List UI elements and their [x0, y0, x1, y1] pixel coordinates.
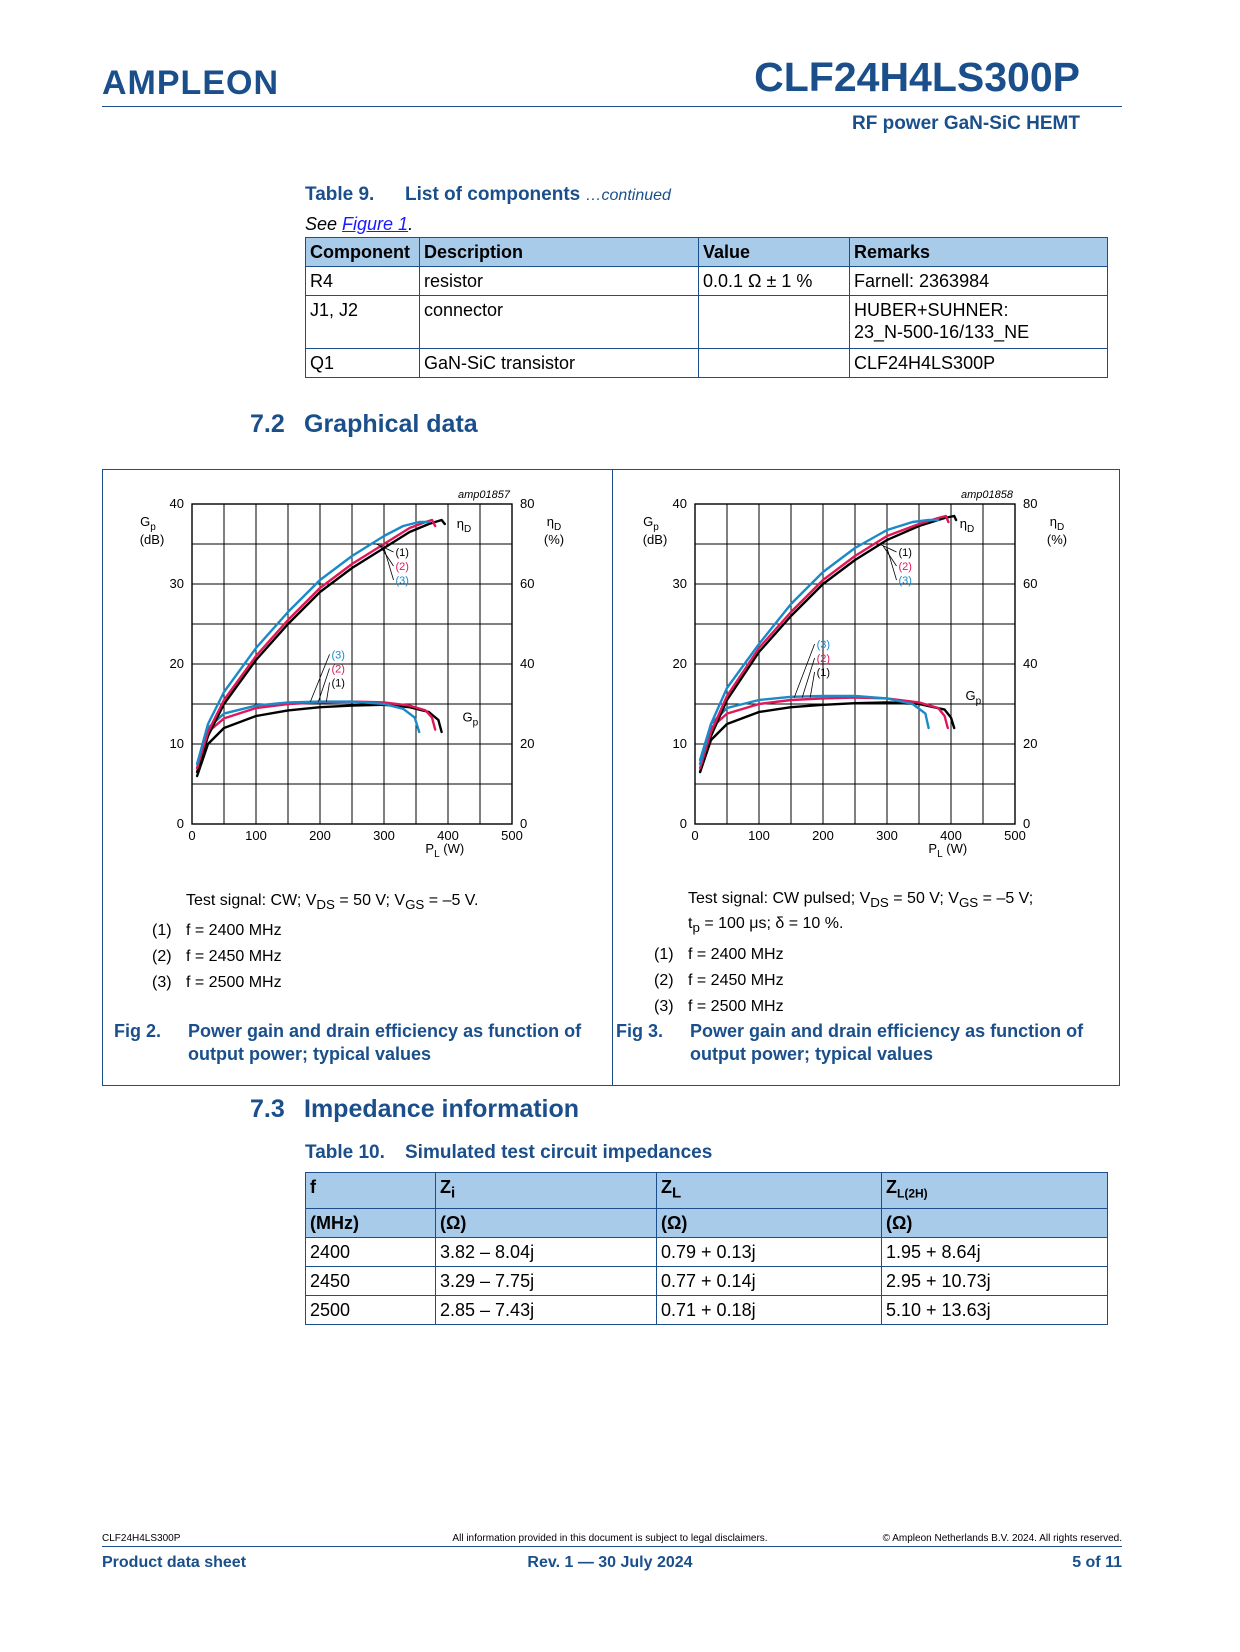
figure-3-caption — [616, 1020, 1106, 1070]
unit-header: (Ω) — [657, 1208, 882, 1237]
table-cell: 3.29 – 7.75j — [436, 1266, 657, 1295]
x-tick-label: 100 — [748, 828, 770, 843]
table-cell: connector — [420, 296, 699, 349]
table-cell: 2.95 + 10.73j — [882, 1266, 1108, 1295]
table-cell — [850, 296, 1108, 349]
table-row — [306, 296, 1108, 349]
curve-label: (2) — [898, 561, 912, 573]
y2-axis-unit: (%) — [1046, 532, 1068, 547]
section-title: Impedance information — [304, 1095, 580, 1123]
table10-caption — [305, 1142, 712, 1164]
table9-continued: …continued — [585, 187, 671, 204]
y2-tick-label: 60 — [520, 576, 535, 591]
figure-number: Fig 3. — [616, 1021, 664, 1041]
x-axis-title: $P_L$ (W) — [928, 841, 968, 860]
document-subtitle: RF power GaN-SiC HEMT — [851, 113, 1080, 134]
remarks-line: HUBER+SUHNER: — [854, 300, 1009, 320]
table-header-row — [306, 1173, 1108, 1209]
legend-item: (2) f = 2450 MHz — [152, 948, 282, 966]
col-header: $Z_L$ — [657, 1173, 882, 1209]
y2-tick-label: 40 — [520, 656, 535, 671]
x-tick-label: 200 — [812, 828, 834, 843]
table-units-row — [306, 1208, 1108, 1237]
y-axis-title: $G_p$ — [643, 514, 659, 533]
footer-doc-type: Product data sheet — [102, 1554, 247, 1571]
y-tick-label: 10 — [169, 736, 184, 751]
x-tick-label: 200 — [309, 828, 331, 843]
table-cell — [699, 296, 850, 349]
y-tick-label: 20 — [672, 656, 687, 671]
table-cell: GaN-SiC transistor — [420, 349, 699, 378]
table10-title: Simulated test circuit impedances — [405, 1142, 713, 1163]
series-line — [700, 702, 954, 772]
table-cell: 0.79 + 0.13j — [657, 1237, 882, 1266]
footer-disclaimer: All information provided in this document is subject to legal disclaimers. — [452, 1533, 768, 1544]
eta-curve-label: $\eta_D$ — [959, 516, 975, 535]
table-row — [306, 349, 1108, 378]
section-heading-7-3 — [250, 1095, 579, 1124]
curve-label: (1) — [395, 547, 409, 559]
test-signal-line-2: $t_p = 100$ μs; δ = 10 %. — [688, 915, 844, 936]
figure-caption-text: Power gain and drain efficiency as function of output power; typical values — [188, 1021, 582, 1064]
figure-number: Fig 2. — [114, 1021, 162, 1041]
y2-axis-unit: (%) — [543, 532, 565, 547]
chart-code: amp01858 — [961, 489, 1013, 501]
figure-caption-text: Power gain and drain efficiency as function of output power; typical values — [690, 1021, 1084, 1064]
table-cell: 2.85 – 7.43j — [436, 1295, 657, 1324]
footer-copyright: © Ampleon Netherlands B.V. 2024. All rights reserved. — [882, 1533, 1122, 1544]
table-cell: resistor — [420, 267, 699, 296]
footer-page-number: 5 of 11 — [1072, 1554, 1122, 1571]
figure-3-chart — [633, 485, 1095, 875]
x-tick-label: 500 — [501, 828, 523, 843]
curve-label: (1) — [898, 547, 912, 559]
table-cell: 1.95 + 8.64j — [882, 1237, 1108, 1266]
legend-item: (1) f = 2400 MHz — [152, 922, 282, 940]
table-cell: 0.71 + 0.18j — [657, 1295, 882, 1324]
y2-axis-title: $\eta_D$ — [546, 514, 562, 533]
curve-label: (2) — [331, 663, 345, 676]
test-signal-line: Test signal: CW pulsed; $V_{DS} = 50$ V; $V_{GS} = -5$ V; — [688, 890, 1034, 911]
table-cell: R4 — [306, 267, 420, 296]
legend-item: (3) f = 2500 MHz — [654, 998, 784, 1016]
table-cell: 5.10 + 13.63j — [882, 1295, 1108, 1324]
unit-header: (MHz) — [306, 1208, 436, 1237]
legend-item: (2) f = 2450 MHz — [654, 972, 784, 990]
x-tick-label: 300 — [876, 828, 898, 843]
table-cell: Farnell: 2363984 — [850, 267, 1108, 296]
table-row — [306, 1237, 1108, 1266]
y2-tick-label: 0 — [1023, 816, 1031, 831]
test-signal-line: Test signal: CW; $V_{DS} = 50$ V; $V_{GS} = -5$ V. — [186, 892, 479, 913]
series-line — [700, 698, 948, 764]
figure-2-caption — [114, 1020, 604, 1070]
see-prefix: See — [305, 214, 343, 234]
y-axis-unit: (dB) — [139, 532, 165, 547]
col-header: f — [306, 1173, 436, 1209]
y-tick-label: 10 — [672, 736, 687, 751]
x-tick-label: 0 — [691, 828, 699, 843]
figure-3-legend — [654, 888, 1033, 1020]
legend-item: (1) f = 2400 MHz — [654, 946, 784, 964]
table9-number: Table 9. — [305, 184, 375, 205]
x-axis-title: $P_L$ (W) — [425, 841, 465, 860]
col-header: $Z_{L(2H)}$ — [882, 1173, 1108, 1209]
table-cell: 2500 — [306, 1295, 436, 1324]
figure-2-legend — [152, 888, 478, 996]
y2-axis-title: $\eta_D$ — [1049, 514, 1065, 533]
y-tick-label: 20 — [169, 656, 184, 671]
figure-2-chart — [130, 485, 592, 875]
y-tick-label: 30 — [169, 576, 184, 591]
table-row — [306, 1295, 1108, 1324]
y2-tick-label: 80 — [1023, 496, 1038, 511]
unit-header: (Ω) — [436, 1208, 657, 1237]
x-tick-label: 400 — [940, 828, 962, 843]
section-number: 7.3 — [250, 1095, 285, 1123]
y2-tick-label: 20 — [520, 736, 535, 751]
y2-tick-label: 20 — [1023, 736, 1038, 751]
col-header: Value — [699, 238, 850, 267]
table-cell: 0.77 + 0.14j — [657, 1266, 882, 1295]
curve-label: (2) — [816, 653, 831, 665]
table-cell: 2400 — [306, 1237, 436, 1266]
table-cell: 2450 — [306, 1266, 436, 1295]
y-axis-unit: (dB) — [642, 532, 668, 547]
figure-1-link[interactable]: Figure 1 — [342, 214, 409, 234]
table-cell: 0.0.1 Ω ± 1 % — [699, 267, 850, 296]
components-table — [305, 237, 1108, 378]
section-number: 7.2 — [250, 410, 285, 438]
table-row — [306, 1266, 1108, 1295]
y-axis-title: $G_p$ — [140, 514, 156, 533]
col-header: Remarks — [850, 238, 1108, 267]
table10-number: Table 10. — [305, 1142, 385, 1163]
x-tick-label: 400 — [437, 828, 459, 843]
footer-divider — [102, 1546, 1122, 1547]
see-suffix: . — [408, 214, 414, 234]
table9-reference — [305, 214, 413, 235]
y-tick-label: 0 — [176, 816, 184, 831]
table-cell: 3.82 – 8.04j — [436, 1237, 657, 1266]
curve-label: (1) — [816, 667, 831, 679]
table9-caption — [305, 184, 671, 206]
document-title: CLF24H4LS300P — [754, 54, 1080, 100]
table9-title: List of components — [405, 184, 581, 205]
y-tick-label: 0 — [679, 816, 687, 831]
table-cell: Q1 — [306, 349, 420, 378]
series-line — [197, 702, 419, 764]
header-divider — [102, 106, 1122, 107]
chart-code: amp01857 — [458, 489, 510, 501]
curve-label: (3) — [898, 575, 912, 587]
col-header: Component — [306, 238, 420, 267]
table-cell: J1, J2 — [306, 296, 420, 349]
table-row — [306, 267, 1108, 296]
y2-tick-label: 80 — [520, 496, 535, 511]
eta-curve-label: $\eta_D$ — [456, 516, 472, 535]
annotation-leader — [810, 672, 814, 698]
col-header: Description — [420, 238, 699, 267]
legend-item: (3) f = 2500 MHz — [152, 974, 282, 992]
y2-tick-label: 0 — [520, 816, 528, 831]
curve-label: (2) — [395, 561, 409, 573]
company-logo: AMPLEON — [102, 64, 279, 102]
footer-revision: Rev. 1 — 30 July 2024 — [527, 1554, 693, 1571]
col-header: $Z_i$ — [436, 1173, 657, 1209]
figure-divider — [612, 469, 613, 1086]
curve-label: (1) — [331, 677, 345, 690]
remarks-line: 23_N-500-16/133_NE — [854, 322, 1030, 342]
y2-tick-label: 60 — [1023, 576, 1038, 591]
gain-curve-label: $G_p$ — [965, 688, 982, 707]
series-line — [197, 522, 429, 764]
curve-label: (3) — [331, 649, 345, 662]
impedance-table — [305, 1172, 1108, 1325]
x-tick-label: 0 — [188, 828, 196, 843]
footer-product: CLF24H4LS300P — [102, 1533, 181, 1544]
x-tick-label: 300 — [373, 828, 395, 843]
y-tick-label: 30 — [672, 576, 687, 591]
y2-tick-label: 40 — [1023, 656, 1038, 671]
x-tick-label: 500 — [1004, 828, 1026, 843]
y-tick-label: 40 — [169, 496, 184, 511]
table-cell — [699, 349, 850, 378]
y-tick-label: 40 — [672, 496, 687, 511]
section-title: Graphical data — [304, 410, 478, 438]
gain-curve-label: $G_p$ — [462, 709, 479, 729]
table-cell: CLF24H4LS300P — [850, 349, 1108, 378]
table-header-row — [306, 238, 1108, 267]
section-heading-7-2 — [250, 410, 478, 439]
curve-label: (3) — [395, 575, 409, 587]
curve-label: (3) — [816, 639, 831, 651]
unit-header: (Ω) — [882, 1208, 1108, 1237]
x-tick-label: 100 — [245, 828, 267, 843]
annotation-leader — [326, 682, 329, 701]
